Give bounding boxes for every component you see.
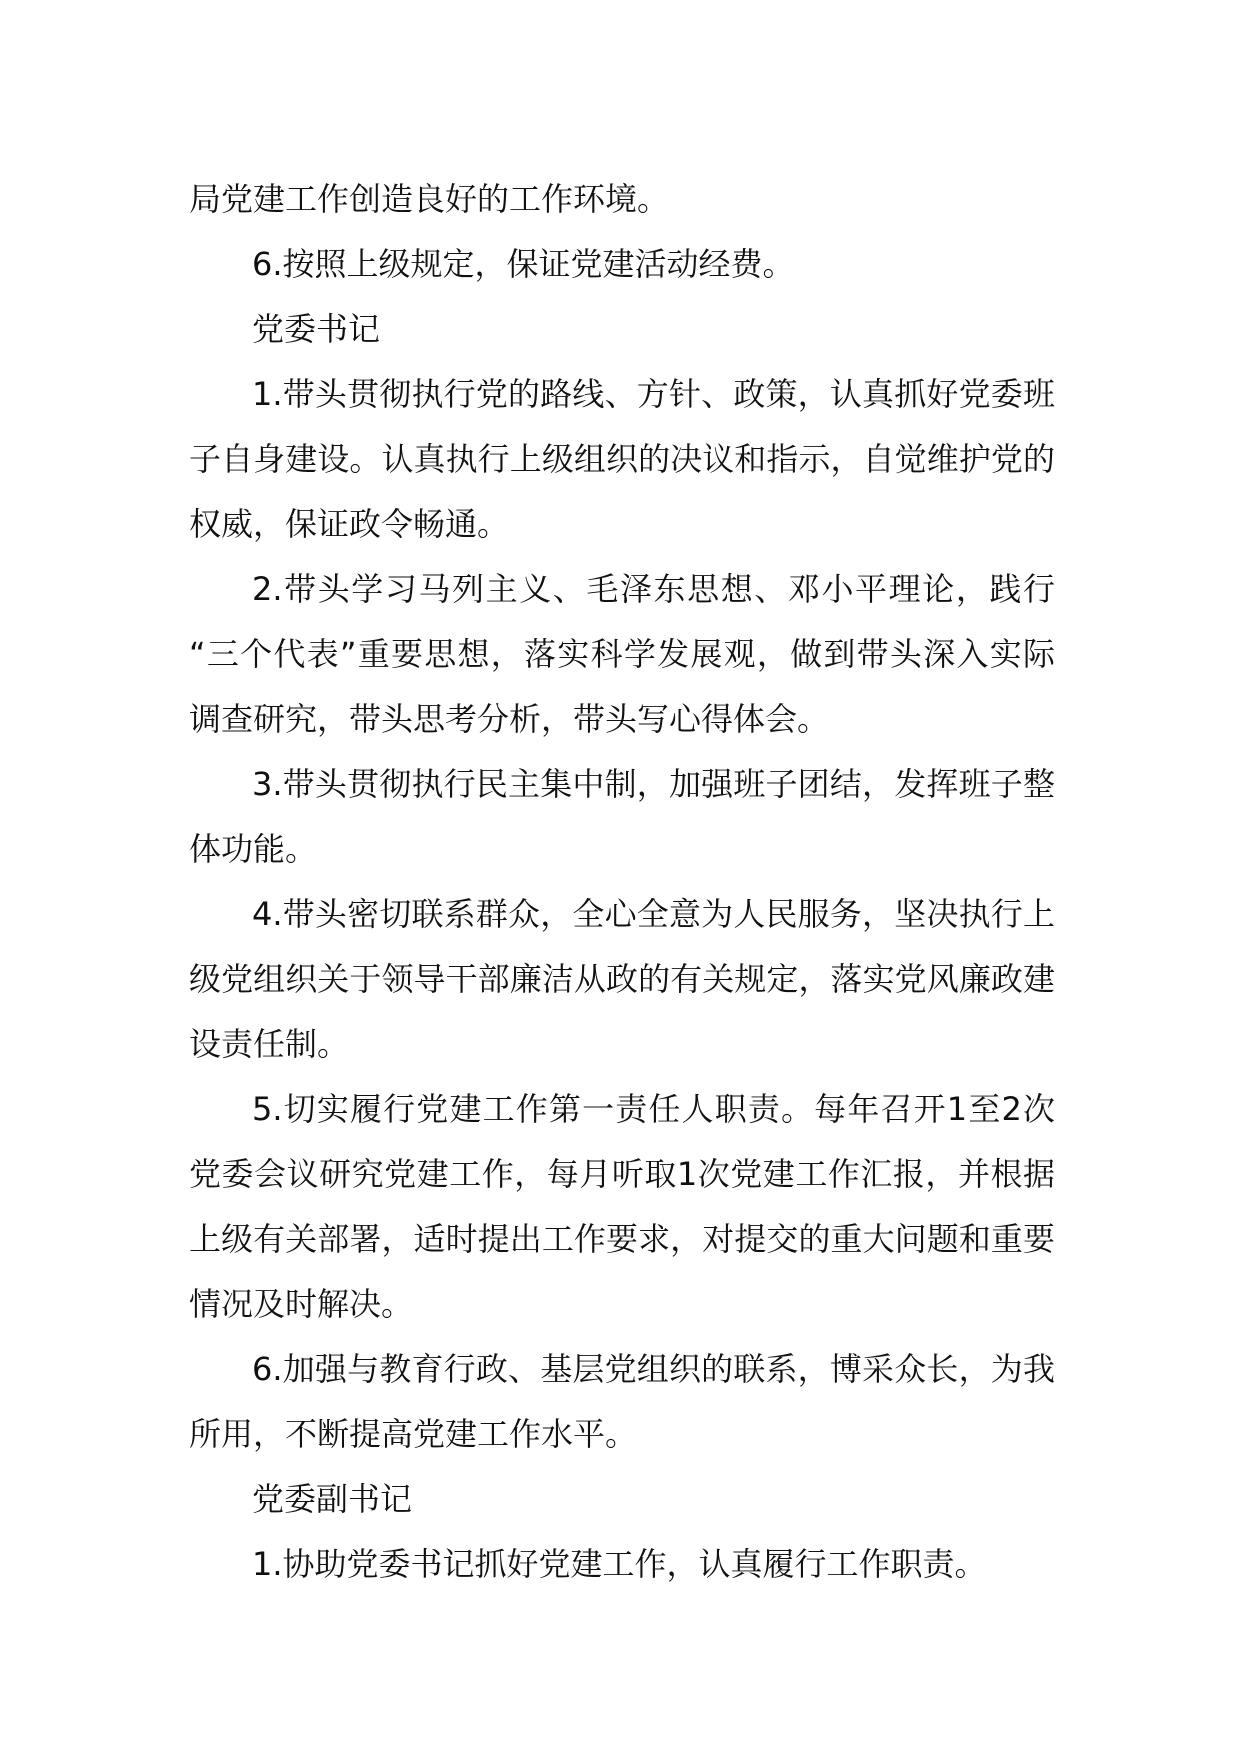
paragraph-item-6 [189, 232, 1055, 297]
paragraph-item-2 [189, 557, 1055, 752]
paragraph-line: 2.带头学习马列主义、毛泽东思想、邓小平理论，践行 [252, 570, 1055, 608]
paragraph-line: 1.协助党委书记抓好党建工作，认真履行工作职责。 [252, 1545, 987, 1583]
paragraph-item-1 [189, 362, 1055, 557]
paragraph-line: 6.按照上级规定，保证党建活动经费。 [252, 245, 795, 283]
paragraph-line: 权威，保证政令畅通。 [189, 505, 510, 543]
document-body [189, 167, 1055, 1597]
paragraph-line: 上级有关部署，适时提出工作要求，对提交的重大问题和重要 [189, 1220, 1055, 1258]
paragraph-line: 所用，不断提高党建工作水平。 [189, 1415, 638, 1453]
paragraph-deputy-item-1 [189, 1532, 1055, 1597]
paragraph-line: 4.带头密切联系群众，全心全意为人民服务，坚决执行上 [252, 895, 1055, 933]
paragraph-line: 情况及时解决。 [189, 1285, 414, 1323]
paragraph-line: 1.带头贯彻执行党的路线、方针、政策，认真抓好党委班 [252, 375, 1055, 413]
paragraph-line: 6.加强与教育行政、基层党组织的联系，博采众长，为我 [252, 1350, 1055, 1388]
section-heading-secretary [189, 297, 1055, 362]
paragraph-line: 子自身建设。认真执行上级组织的决议和指示，自觉维护党的 [189, 440, 1055, 478]
section-heading: 党委书记 [252, 310, 381, 348]
paragraph-item-6b [189, 1337, 1055, 1467]
paragraph-line: 设责任制。 [189, 1025, 350, 1063]
paragraph-line: 5.切实履行党建工作第一责任人职责。每年召开1至2次 [252, 1090, 1055, 1128]
paragraph-item-5 [189, 1077, 1055, 1337]
paragraph-line: 3.带头贯彻执行民主集中制，加强班子团结，发挥班子整 [252, 765, 1055, 803]
paragraph-item-3 [189, 752, 1055, 882]
section-heading-deputy-secretary [189, 1467, 1055, 1532]
paragraph-line: “三个代表”重要思想，落实科学发展观，做到带头深入实际 [189, 635, 1055, 673]
paragraph-line: 局党建工作创造良好的工作环境。 [189, 180, 670, 218]
paragraph-continued [189, 167, 1055, 232]
section-heading: 党委副书记 [252, 1480, 413, 1518]
paragraph-line: 体功能。 [189, 830, 318, 868]
paragraph-line: 级党组织关于领导干部廉洁从政的有关规定，落实党风廉政建 [189, 960, 1055, 998]
paragraph-line: 调查研究，带头思考分析，带头写心得体会。 [189, 700, 830, 738]
paragraph-item-4 [189, 882, 1055, 1077]
paragraph-line: 党委会议研究党建工作，每月听取1次党建工作汇报，并根据 [189, 1155, 1055, 1193]
